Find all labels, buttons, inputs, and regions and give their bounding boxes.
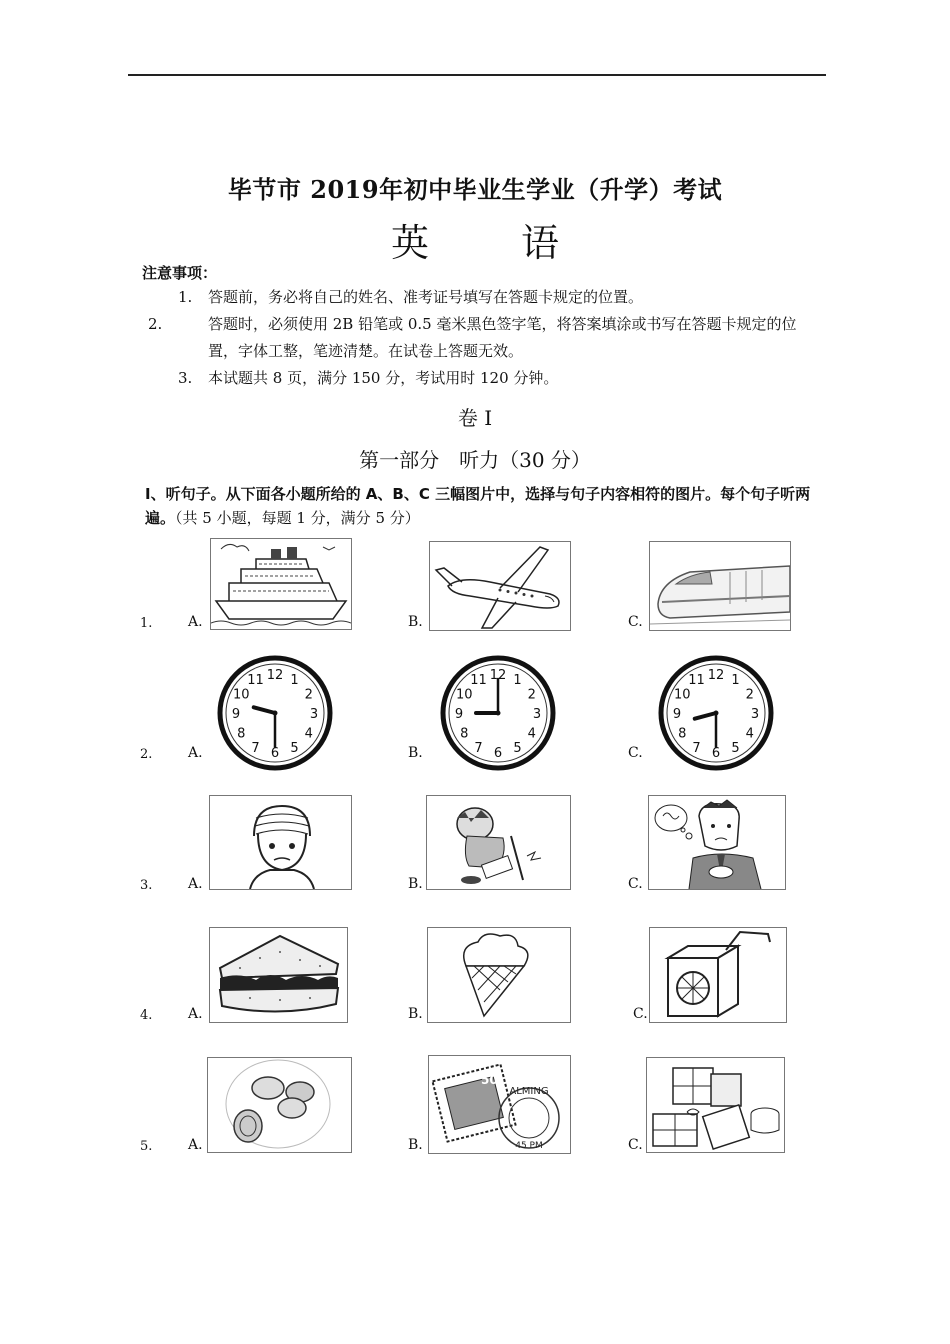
option-c-label: C.: [628, 876, 643, 892]
question-number: 5.: [140, 1139, 153, 1154]
option-b-label: B.: [408, 745, 423, 761]
clock-number: 2: [527, 687, 536, 703]
clock-number: 4: [304, 726, 313, 742]
clock-number: 10: [455, 687, 473, 703]
notice-heading: 注意事项：: [142, 264, 218, 282]
clock-number: 1: [290, 673, 299, 689]
clock-icon: [440, 655, 556, 771]
part-heading: 第一部分 听力（30 分）: [359, 448, 591, 472]
stamp-value: 50: [481, 1073, 498, 1087]
bandaged-head-icon: [210, 796, 351, 889]
option-b-label: B.: [408, 1006, 423, 1022]
airplane-icon: [430, 542, 570, 630]
option-a-label: A.: [188, 1006, 203, 1022]
option-a-label: A.: [188, 614, 203, 630]
clock-number: 12: [489, 668, 507, 683]
option-c-label: C.: [628, 614, 643, 630]
train-picture[interactable]: [649, 541, 791, 631]
option-b-label: B.: [408, 876, 423, 892]
header-rule: [128, 74, 826, 76]
exam-title: 毕节市 2019年初中毕业生学业（升学）考试: [227, 175, 723, 204]
clock-number: 12: [266, 668, 284, 683]
exam-subject: 英 语: [390, 221, 600, 265]
clock-number: 9: [454, 707, 464, 722]
ice-cream-icon: [428, 928, 570, 1022]
clock-number: 11: [247, 673, 264, 689]
clock-8-30-picture[interactable]: [658, 655, 774, 771]
juice-box-picture[interactable]: [649, 927, 787, 1023]
option-b-label: B.: [408, 614, 423, 630]
clock-number: 3: [532, 707, 542, 722]
sandwich-picture[interactable]: [209, 927, 348, 1023]
postmark-text: ALMING: [509, 1086, 549, 1097]
volume-label: 卷 I: [457, 406, 493, 430]
stamp-icon: [429, 1056, 570, 1153]
postmark-time: 45 PM: [515, 1141, 543, 1151]
airplane-picture[interactable]: [429, 541, 571, 631]
worried-man-icon: [649, 796, 785, 889]
clock-icon: [658, 655, 774, 771]
worried-man-picture[interactable]: [648, 795, 786, 890]
clock-number: 8: [237, 726, 246, 742]
clock-number: 2: [304, 687, 313, 703]
clock-number: 11: [470, 673, 487, 689]
notice-item: 1. 答题前，务必将自己的姓名、准考证号填写在答题卡规定的位置。: [178, 288, 644, 306]
clock-icon: [217, 655, 333, 771]
cruise-ship-picture[interactable]: [210, 538, 352, 630]
notice-item: 3. 本试题共 8 页，满分 150 分，考试用时 120 分钟。: [178, 369, 559, 387]
question-number: 3.: [140, 878, 153, 893]
option-a-label: A.: [188, 1137, 203, 1153]
clock-number: 4: [745, 726, 754, 742]
clock-number: 1: [731, 673, 740, 689]
clock-number: 10: [232, 687, 250, 703]
option-c-label: C.: [633, 1006, 648, 1022]
injured-leg-icon: [427, 796, 570, 889]
injured-leg-picture[interactable]: [426, 795, 571, 890]
clock-number: 7: [474, 740, 483, 756]
question-number: 4.: [140, 1008, 153, 1023]
clock-number: 1: [513, 673, 522, 689]
clock-number: 7: [692, 740, 701, 756]
stamp-picture[interactable]: [428, 1055, 571, 1154]
clock-number: 8: [678, 726, 687, 742]
high-speed-train-icon: [650, 542, 790, 630]
section-instructions: Ⅰ、听句子。从下面各小题所给的 A、B、C 三幅图片中，选择与句子内容相符的图片。每个句子听两遍。（共 5 小题，每题 1 分，满分 5 分）: [145, 485, 811, 527]
clock-number: 6: [711, 746, 721, 761]
ice-cream-picture[interactable]: [427, 927, 571, 1023]
clock-9-30-picture[interactable]: [217, 655, 333, 771]
coins-picture[interactable]: [207, 1057, 352, 1153]
clock-number: 10: [673, 687, 691, 703]
clock-number: 3: [750, 707, 760, 722]
clock-number: 12: [707, 668, 725, 683]
option-c-label: C.: [628, 1137, 643, 1153]
clock-number: 11: [688, 673, 705, 689]
clock-number: 9: [231, 707, 241, 722]
clock-number: 7: [251, 740, 260, 756]
notice-item: 2. 答题时，必须使用 2B 铅笔或 0.5 毫米黑色签字笔，将答案填涂或书写在答题卡规定的位置，字体工整，笔迹清楚。在试卷上答题无效。: [148, 315, 797, 360]
gift-boxes-picture[interactable]: [646, 1057, 785, 1153]
clock-number: 5: [290, 740, 299, 756]
coins-icon: [208, 1058, 351, 1152]
clock-9-00-picture[interactable]: [440, 655, 556, 771]
clock-number: 6: [493, 746, 503, 761]
juice-box-icon: [650, 928, 786, 1022]
question-number: 1.: [140, 616, 153, 631]
clock-number: 5: [513, 740, 522, 756]
clock-number: 3: [309, 707, 319, 722]
clock-number: 8: [460, 726, 469, 742]
clock-number: 9: [672, 707, 682, 722]
clock-number: 4: [527, 726, 536, 742]
question-number: 2.: [140, 747, 153, 762]
clock-number: 5: [731, 740, 740, 756]
clock-number: 6: [270, 746, 280, 761]
clock-number: 2: [745, 687, 754, 703]
option-a-label: A.: [188, 876, 203, 892]
bandaged-head-picture[interactable]: [209, 795, 352, 890]
gift-boxes-icon: [647, 1058, 784, 1152]
option-b-label: B.: [408, 1137, 423, 1153]
option-c-label: C.: [628, 745, 643, 761]
cruise-ship-icon: [211, 539, 351, 629]
option-a-label: A.: [188, 745, 203, 761]
sandwich-icon: [210, 928, 347, 1022]
